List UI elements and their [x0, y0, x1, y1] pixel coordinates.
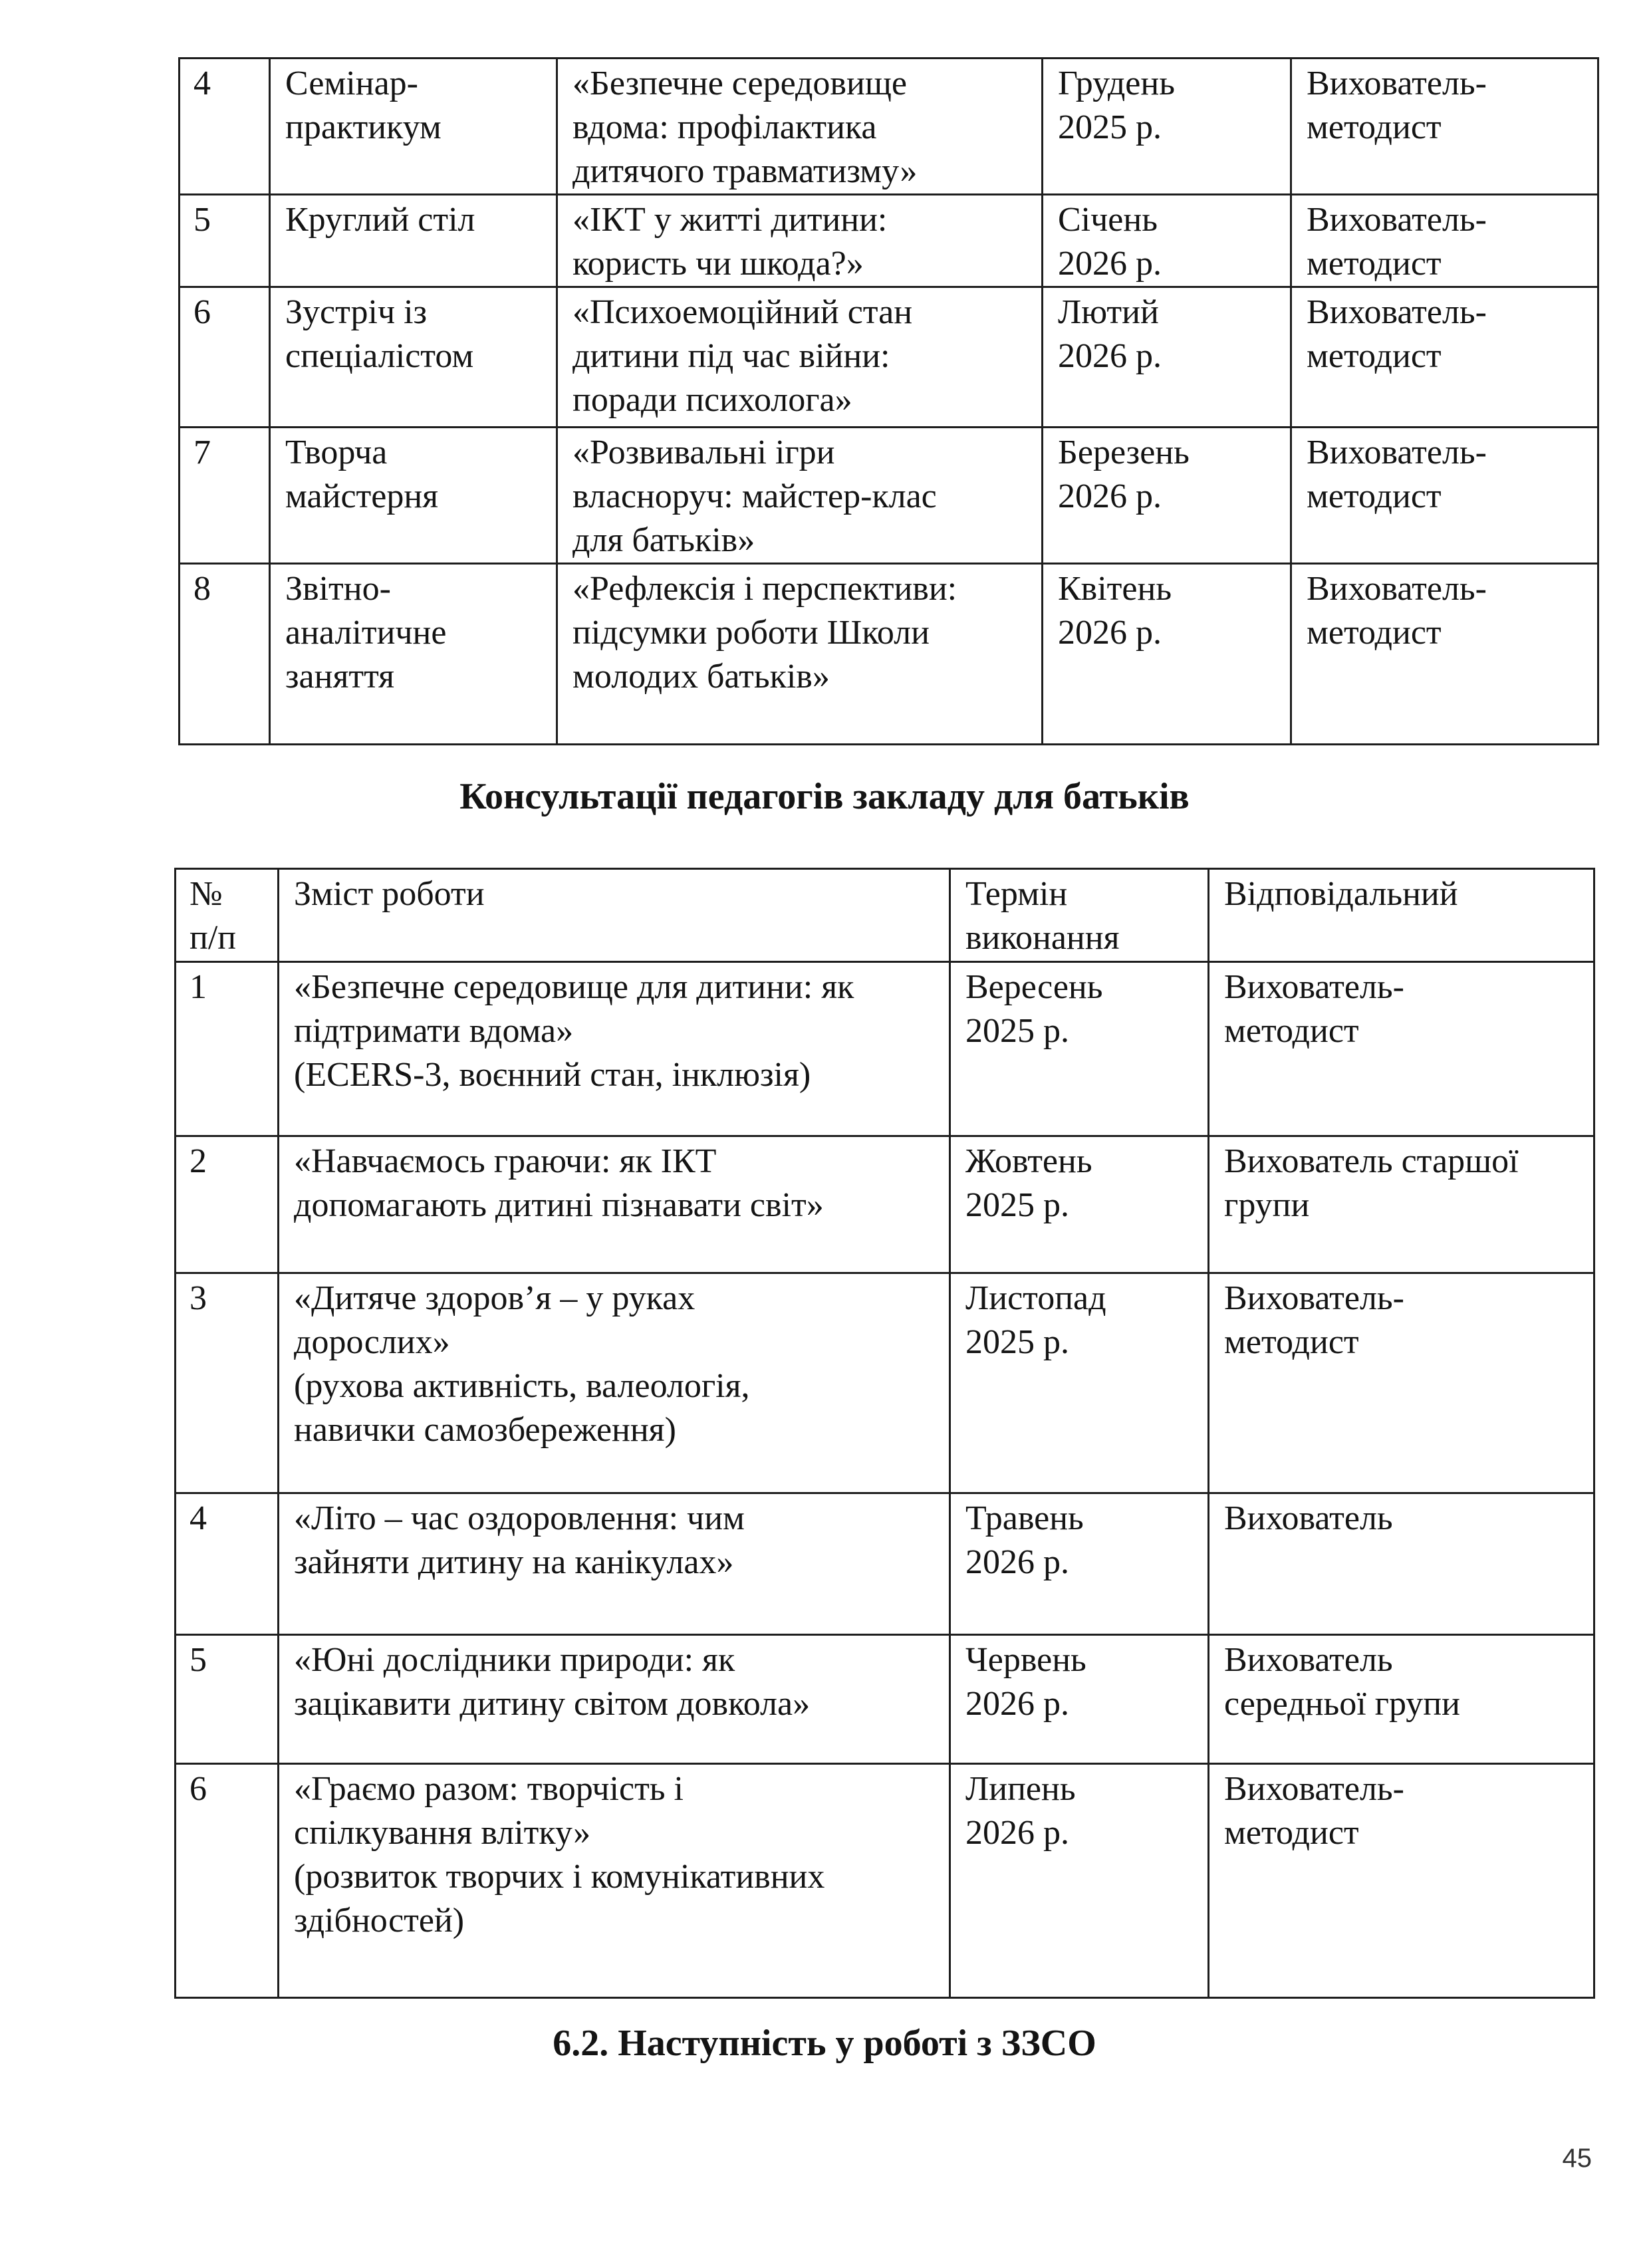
row-number: 5 [180, 195, 270, 287]
table-row [180, 195, 1598, 287]
consultation-date: Травень 2026 р. [950, 1493, 1209, 1635]
row-number: 6 [176, 1764, 279, 1998]
section-heading: Консультації педагогів закладу для батьків [459, 776, 1190, 817]
table-row [180, 564, 1598, 745]
table-row [176, 962, 1594, 1136]
consultation-responsible: Вихователь- методист [1209, 962, 1594, 1136]
consultation-date: Вересень 2025 р. [950, 962, 1209, 1136]
consultation-responsible: Вихователь- методист [1209, 1273, 1594, 1493]
event-topic: «Психоемоційний стан дитини під час війни: поради психолога» [557, 287, 1043, 428]
row-number: 5 [176, 1635, 279, 1764]
event-form: Семінар- практикум [270, 59, 557, 195]
consultations-table [174, 868, 1595, 1999]
section-heading: 6.2. Наступність у роботі з ЗЗСО [553, 2023, 1096, 2064]
row-number: 8 [180, 564, 270, 745]
event-responsible: Вихователь- методист [1291, 59, 1598, 195]
event-date: Квітень 2026 р. [1043, 564, 1291, 745]
event-date: Березень 2026 р. [1043, 428, 1291, 564]
column-header-date: Термін виконання [950, 869, 1209, 962]
consultation-responsible: Вихователь середньої групи [1209, 1635, 1594, 1764]
row-number: 6 [180, 287, 270, 428]
event-responsible: Вихователь- методист [1291, 428, 1598, 564]
consultation-responsible: Вихователь- методист [1209, 1764, 1594, 1998]
row-number: 4 [176, 1493, 279, 1635]
event-date: Січень 2026 р. [1043, 195, 1291, 287]
table-row [176, 1635, 1594, 1764]
consultation-date: Жовтень 2025 р. [950, 1136, 1209, 1273]
consultation-date: Червень 2026 р. [950, 1635, 1209, 1764]
consultation-responsible: Вихователь старшої групи [1209, 1136, 1594, 1273]
consultation-content: «Літо – час оздоровлення: чим зайняти дитину на канікулах» [279, 1493, 950, 1635]
consultation-content: «Дитяче здоров’я – у руках дорослих» (рухова активність, валеологія, навички самозбереження) [279, 1273, 950, 1493]
event-form: Круглий стіл [270, 195, 557, 287]
event-topic: «Безпечне середовище вдома: профілактика дитячого травматизму» [557, 59, 1043, 195]
consultation-content: «Безпечне середовище для дитини: як підтримати вдома» (ECERS-3, воєнний стан, інклюзія) [279, 962, 950, 1136]
row-number: 1 [176, 962, 279, 1136]
consultation-content: «Граємо разом: творчість і спілкування влітку» (розвиток творчих і комунікативних здібностей) [279, 1764, 950, 1998]
event-form: Творча майстерня [270, 428, 557, 564]
event-topic: «ІКТ у житті дитини: користь чи шкода?» [557, 195, 1043, 287]
table-row [176, 1136, 1594, 1273]
row-number: 3 [176, 1273, 279, 1493]
event-responsible: Вихователь- методист [1291, 564, 1598, 745]
event-date: Грудень 2025 р. [1043, 59, 1291, 195]
row-number: 4 [180, 59, 270, 195]
consultation-date: Липень 2026 р. [950, 1764, 1209, 1998]
event-responsible: Вихователь- методист [1291, 195, 1598, 287]
event-topic: «Рефлексія і перспективи: підсумки роботи Школи молодих батьків» [557, 564, 1043, 745]
column-header-responsible: Відповідальний [1209, 869, 1594, 962]
table-row [180, 287, 1598, 428]
event-date: Лютий 2026 р. [1043, 287, 1291, 428]
event-form: Зустріч із спеціалістом [270, 287, 557, 428]
column-header-number: № п/п [176, 869, 279, 962]
column-header-content: Зміст роботи [279, 869, 950, 962]
consultation-date: Листопад 2025 р. [950, 1273, 1209, 1493]
consultation-content: «Навчаємось граючи: як ІКТ допомагають дитині пізнавати світ» [279, 1136, 950, 1273]
event-topic: «Розвивальні ігри власноруч: майстер-клас для батьків» [557, 428, 1043, 564]
parents-school-plan-table [178, 57, 1599, 745]
consultation-content: «Юні дослідники природи: як зацікавити дитину світом довкола» [279, 1635, 950, 1764]
table-header-row [176, 869, 1594, 962]
page-number: 45 [1562, 2144, 1592, 2173]
table-row [176, 1273, 1594, 1493]
table-row [176, 1764, 1594, 1998]
event-form: Звітно- аналітичне заняття [270, 564, 557, 745]
event-responsible: Вихователь- методист [1291, 287, 1598, 428]
table-row [180, 59, 1598, 195]
consultation-responsible: Вихователь [1209, 1493, 1594, 1635]
table-row [176, 1493, 1594, 1635]
row-number: 7 [180, 428, 270, 564]
table-row [180, 428, 1598, 564]
row-number: 2 [176, 1136, 279, 1273]
